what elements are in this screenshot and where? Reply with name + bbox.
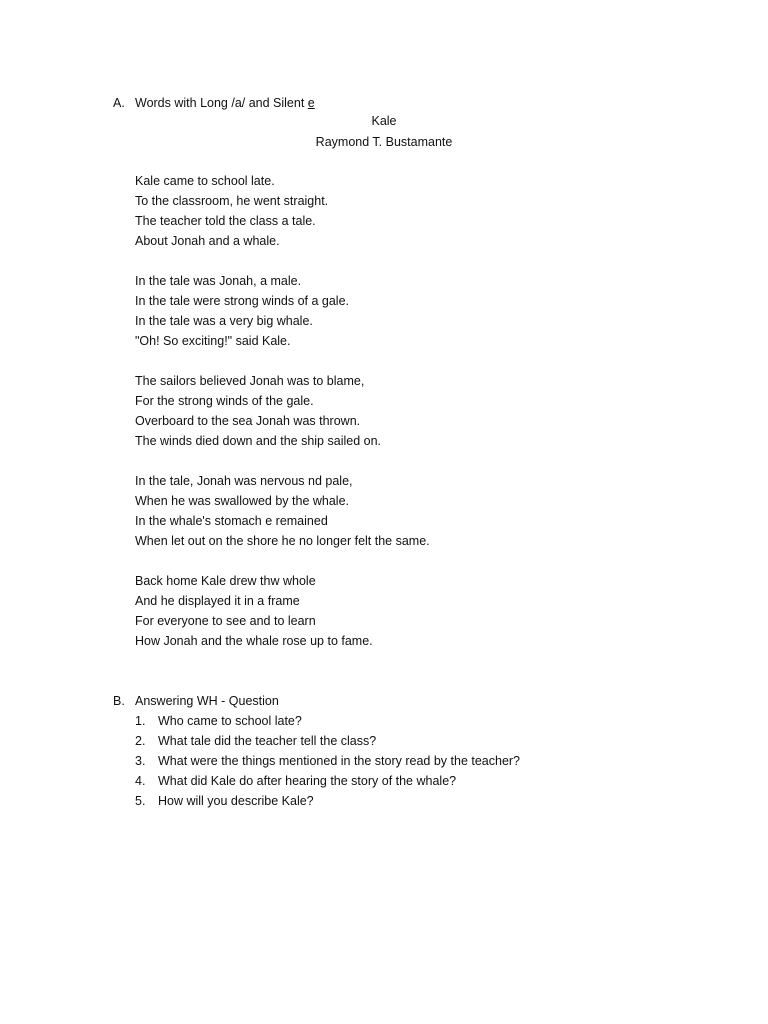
question-number: 2.: [135, 734, 146, 748]
poem-line: For everyone to see and to learn: [135, 614, 316, 628]
stanza: [135, 571, 695, 651]
poem-line: When he was swallowed by the whale.: [135, 494, 350, 508]
section-a-title-underlined: e: [307, 96, 315, 110]
poem-line: To the classroom, he went straight.: [135, 194, 329, 208]
question-number: 1.: [135, 714, 146, 728]
question-item: [135, 731, 713, 751]
poem-line: And he displayed it in a frame: [135, 594, 300, 608]
section-b-letter: B.: [113, 694, 125, 708]
poem-line: Back home Kale drew thw whole: [135, 574, 316, 588]
section-b: [113, 691, 713, 811]
stanza: [135, 371, 695, 451]
question-text: What did Kale do after hearing the story of the whale?: [158, 774, 457, 788]
poem-line: The teacher told the class a tale.: [135, 214, 316, 228]
poem-line: Kale came to school late.: [135, 174, 275, 188]
section-a: [113, 93, 713, 113]
question-item: [135, 751, 713, 771]
stanza: [135, 271, 695, 351]
poem-author: Raymond T. Bustamante: [315, 135, 453, 149]
poem-line: In the tale, Jonah was nervous nd pale,: [135, 474, 353, 488]
poem-line: In the tale was Jonah, a male.: [135, 274, 302, 288]
poem-line: In the whale's stomach e remained: [135, 514, 328, 528]
poem-line: In the tale were strong winds of a gale.: [135, 294, 350, 308]
section-a-letter: A.: [113, 96, 125, 110]
question-text: Who came to school late?: [158, 714, 302, 728]
question-item: [135, 771, 713, 791]
section-a-heading: [113, 93, 713, 113]
poem-line: "Oh! So exciting!" said Kale.: [135, 334, 291, 348]
poem-line: For the strong winds of the gale.: [135, 394, 314, 408]
poem-title: Kale: [371, 114, 397, 128]
section-b-heading: [113, 691, 713, 711]
section-b-title: Answering WH - Question: [135, 694, 279, 708]
section-a-title-text: Words with Long /a/ and Silent: [135, 96, 308, 110]
stanza: [135, 171, 695, 251]
question-item: [135, 711, 713, 731]
question-list: [113, 711, 713, 811]
poem-line: The sailors believed Jonah was to blame,: [135, 374, 365, 388]
poem-line: How Jonah and the whale rose up to fame.: [135, 634, 373, 648]
poem-body: [135, 171, 695, 671]
question-text: What were the things mentioned in the story read by the teacher?: [158, 754, 521, 768]
stanza: [135, 471, 695, 551]
poem-line: In the tale was a very big whale.: [135, 314, 313, 328]
poem-line: When let out on the shore he no longer felt the same.: [135, 534, 430, 548]
poem-line: Overboard to the sea Jonah was thrown.: [135, 414, 361, 428]
question-number: 5.: [135, 794, 146, 808]
question-item: [135, 791, 713, 811]
question-number: 3.: [135, 754, 146, 768]
poem-line: The winds died down and the ship sailed on.: [135, 434, 381, 448]
poem-line: About Jonah and a whale.: [135, 234, 280, 248]
question-text: What tale did the teacher tell the class?: [158, 734, 377, 748]
question-number: 4.: [135, 774, 146, 788]
section-a-title: [135, 93, 315, 113]
question-text: How will you describe Kale?: [158, 794, 314, 808]
